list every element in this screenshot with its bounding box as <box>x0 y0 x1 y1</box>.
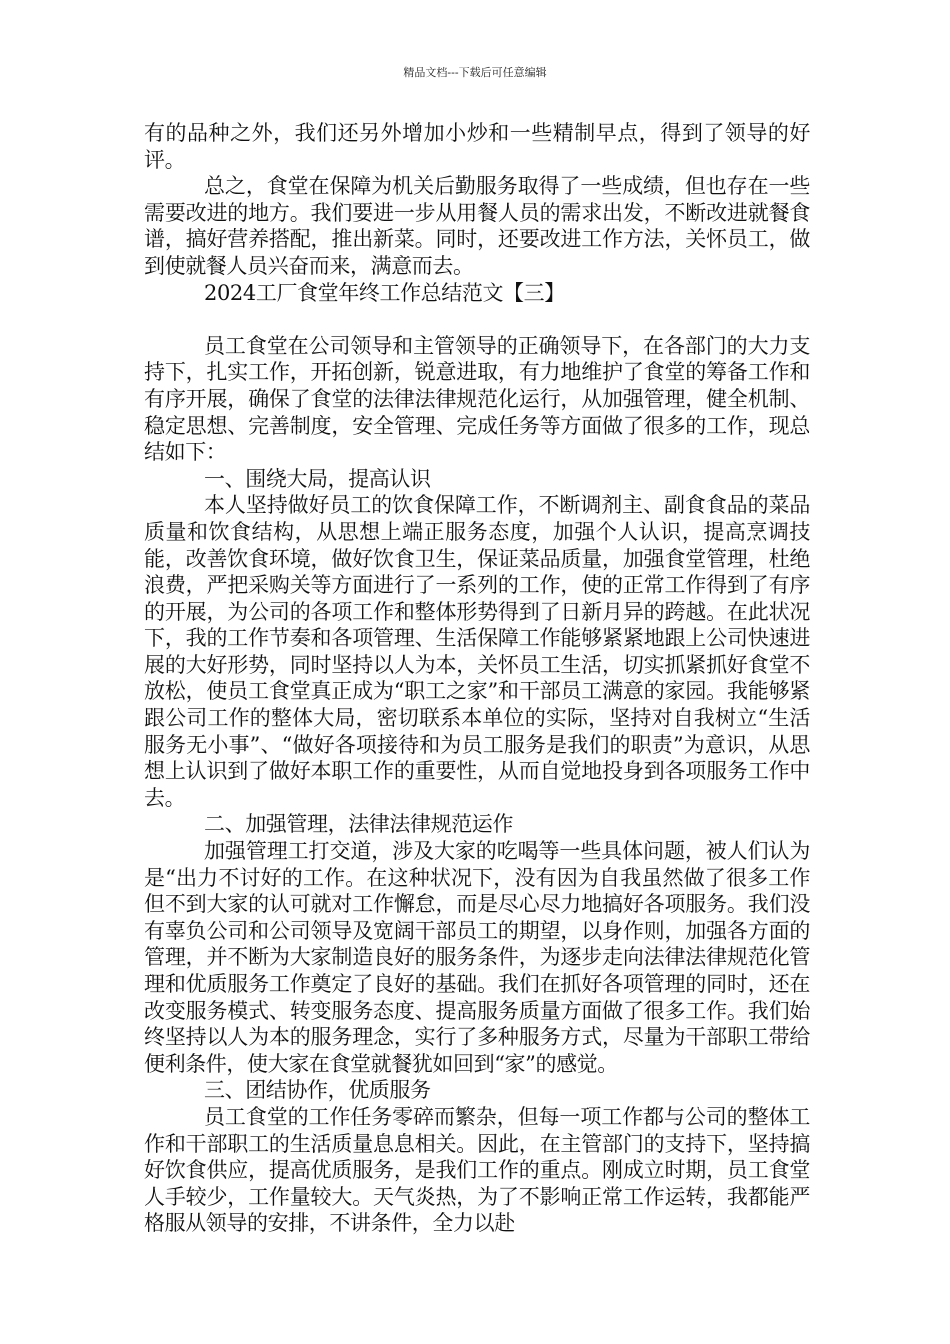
paragraph-two: 加强管理工打交道，涉及大家的吃喝等一些具体问题，被人们认为是“出力不讨好的工作。在这种状况下，没有因为自我虽然做了很多工作但不到大家的认可就对工作懈怠，而是尽心尽力地搞好各项服务。我们没有辜负公司和公司领导及宽阔干部员工的期望，以身作则，加强各方面的管理，并不断为大家制造良好的服务条件，为逐步走向法律法律规范化管理和优质服务工作奠定了良好的基础。我们在抓好各项管理的同时，还在改变服务模式、转变服务态度、提高服务质量方面做了很多工作。我们始终坚持以人为本的服务理念，实行了多种服务方式，尽量为干部职工带给便利条件，使大家在食堂就餐犹如回到“家”的感觉。 <box>144 839 810 1076</box>
paragraph-continuation: 有的品种之外，我们还另外增加小炒和一些精制早点，得到了领导的好评。 <box>144 121 810 172</box>
blank-line <box>144 306 810 333</box>
heading-three: 三、团结协作，优质服务 <box>204 1078 431 1103</box>
paragraph-three: 员工食堂的工作任务零碎而繁杂，但每一项工作都与公司的整体工作和干部职工的生活质量息息相关。因此，在主管部门的支持下，坚持搞好饮食供应，提高优质服务，是我们工作的重点。刚成立时期，员工食堂人手较少，工作量较大。天气炎热，为了不影响正常工作运转，我都能严格服从领导的安排，不讲条件，全力以赴 <box>144 1104 810 1236</box>
heading-two: 二、加强管理，法律法律规范运作 <box>204 812 513 837</box>
page-header: 精品文档---下载后可任意编辑 <box>403 66 547 79</box>
paragraph-intro: 员工食堂在公司领导和主管领导的正确领导下，在各部门的大力支持下，扎实工作，开拓创新，锐意进取，有力地维护了食堂的筹备工作和有序开展，确保了食堂的法律法律规范化运行，从加强管理，健全机制、稳定思想、完善制度，安全管理、完成任务等方面做了很多的工作，现总结如下： <box>144 333 810 465</box>
section-title: 2024工厂食堂年终工作总结范文【三】 <box>204 280 565 305</box>
document-body <box>144 120 810 1237</box>
paragraph-summary: 总之，食堂在保障为机关后勤服务取得了一些成绩，但也存在一些需要改进的地方。我们要进一步从用餐人员的需求出发，不断改进就餐食谱，搞好营养搭配，推出新菜。同时，还要改进工作方法，关怀员工，做到使就餐人员兴奋而来，满意而去。 <box>144 174 810 278</box>
heading-one: 一、围绕大局，提高认识 <box>204 466 431 491</box>
paragraph-one: 本人坚持做好员工的饮食保障工作，不断调剂主、副食食品的菜品质量和饮食结构，从思想上端正服务态度，加强个人认识，提高烹调技能，改善饮食环境，做好饮食卫生，保证菜品质量，加强食堂管理，杜绝浪费，严把采购关等方面进行了一系列的工作，使的正常工作得到了有序的开展，为公司的各项工作和整体形势得到了日新月异的跨越。在此状况下，我的工作节奏和各项管理、生活保障工作能够紧紧地跟上公司快速进展的大好形势，同时坚持以人为本，关怀员工生活，切实抓紧抓好食堂不放松，使员工食堂真正成为“职工之家”和干部员工满意的家园。我能够紧跟公司工作的整体大局，密切联系本单位的实际，坚持对自我树立“生活服务无小事”、“做好各项接待和为员工服务是我们的职责”为意识，从思想上认识到了做好本职工作的重要性，从而自觉地投身到各项服务工作中去。 <box>144 493 810 810</box>
